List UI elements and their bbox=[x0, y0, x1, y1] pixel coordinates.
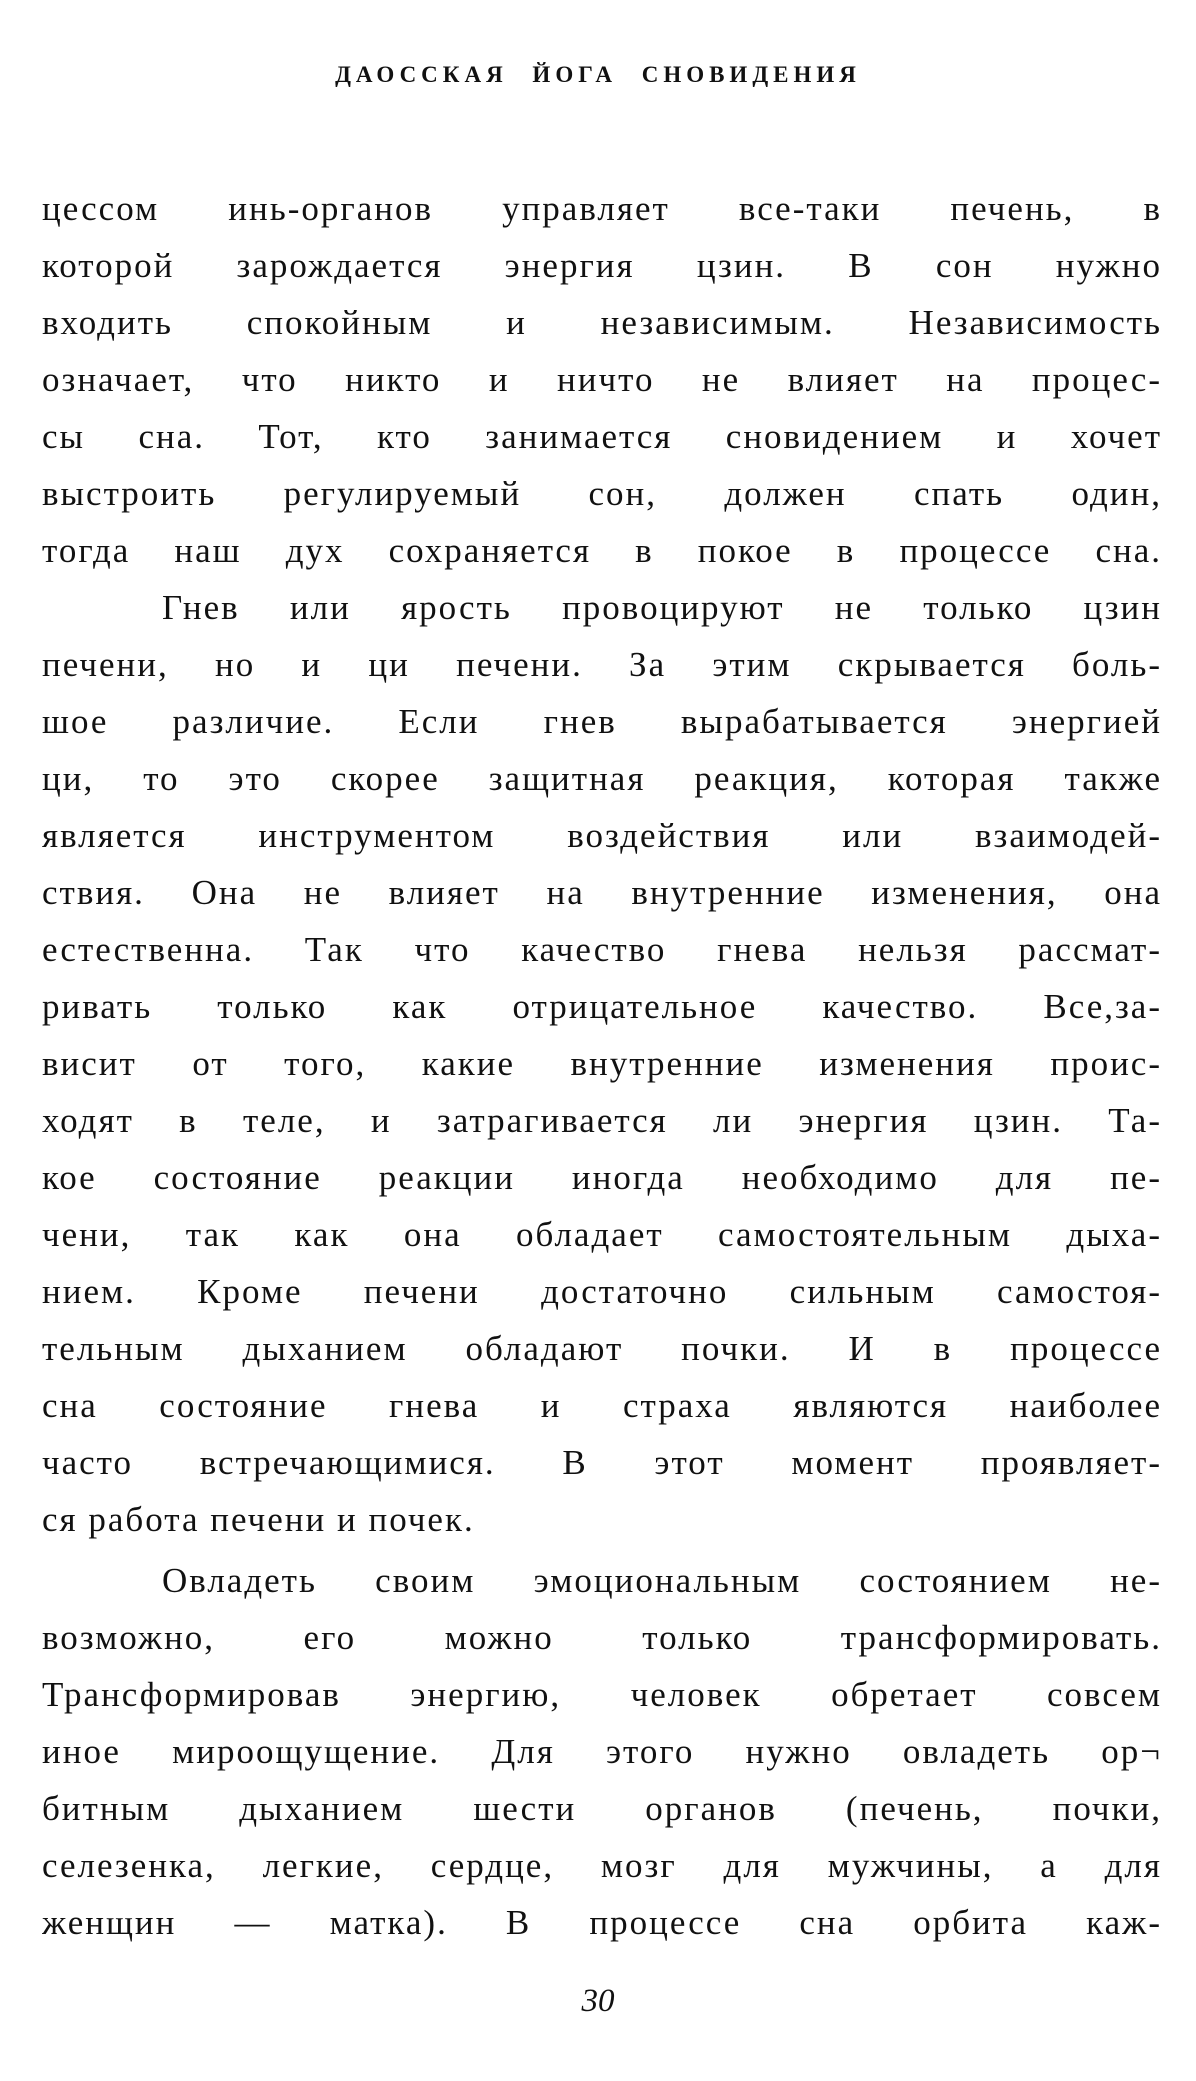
text-line: ходят в теле, и затрагивается ли энергия цзин. Та- bbox=[42, 1101, 1162, 1140]
running-header: ДАОССКАЯ ЙОГА СНОВИДЕНИЯ bbox=[335, 62, 861, 87]
text-line: битным дыханием шести органов (печень, почки, bbox=[42, 1789, 1162, 1828]
text-line: является инструментом воздействия или взаимодей- bbox=[42, 816, 1162, 855]
paragraph bbox=[42, 579, 1162, 1548]
text-line: которой зарождается энергия цзин. В сон нужно bbox=[42, 246, 1162, 285]
text-line: селезенка, легкие, сердце, мозг для мужчины, а для bbox=[42, 1846, 1162, 1885]
text-line: ривать только как отрицательное качество. Все,за- bbox=[42, 987, 1162, 1026]
text-line: часто встречающимися. В этот момент проявляет- bbox=[42, 1443, 1162, 1482]
text-line: ци, то это скорее защитная реакция, которая также bbox=[42, 759, 1162, 798]
text-line: висит от того, какие внутренние изменения проис- bbox=[42, 1044, 1162, 1083]
text-line: печени, но и ци печени. За этим скрывается боль- bbox=[42, 645, 1162, 684]
text-line: шое различие. Если гнев вырабатывается энергией bbox=[42, 702, 1162, 741]
text-line: кое состояние реакции иногда необходимо для пе- bbox=[42, 1158, 1162, 1197]
text-line: чени, так как она обладает самостоятельным дыха- bbox=[42, 1215, 1162, 1254]
text-line: входить спокойным и независимым. Независимость bbox=[42, 303, 1162, 342]
body-text bbox=[42, 180, 1162, 1951]
text-line: Гнев или ярость провоцируют не только цзин bbox=[162, 588, 1162, 627]
text-line: тельным дыханием обладают почки. И в процессе bbox=[42, 1329, 1162, 1368]
page-number: 30 bbox=[581, 1983, 615, 2019]
text-line: Трансформировав энергию, человек обретает совсем bbox=[42, 1675, 1162, 1714]
paragraph bbox=[42, 1552, 1162, 1951]
text-line: нием. Кроме печени достаточно сильным самостоя- bbox=[42, 1272, 1162, 1311]
paragraph bbox=[42, 180, 1162, 579]
text-line: тогда наш дух сохраняется в покое в процессе сна. bbox=[42, 531, 1162, 570]
text-line: ся работа печени и почек. bbox=[42, 1500, 475, 1539]
text-line: возможно, его можно только трансформировать. bbox=[42, 1618, 1162, 1657]
text-line: ствия. Она не влияет на внутренние изменения, она bbox=[42, 873, 1162, 912]
text-line: женщин — матка). В процессе сна орбита каж- bbox=[42, 1903, 1162, 1942]
text-line: сы сна. Тот, кто занимается сновидением и хочет bbox=[42, 417, 1162, 456]
text-line: иное мироощущение. Для этого нужно овладеть ор¬ bbox=[42, 1732, 1162, 1771]
text-line: означает, что никто и ничто не влияет на процес- bbox=[42, 360, 1162, 399]
text-line: сна состояние гнева и страха являются наиболее bbox=[42, 1386, 1162, 1425]
text-line: выстроить регулируемый сон, должен спать один, bbox=[42, 474, 1162, 513]
text-line: естественна. Так что качество гнева нельзя рассмат- bbox=[42, 930, 1162, 969]
text-line: Овладеть своим эмоциональным состоянием не- bbox=[162, 1561, 1162, 1600]
text-line: цессом инь-органов управляет все-таки печень, в bbox=[42, 189, 1162, 228]
